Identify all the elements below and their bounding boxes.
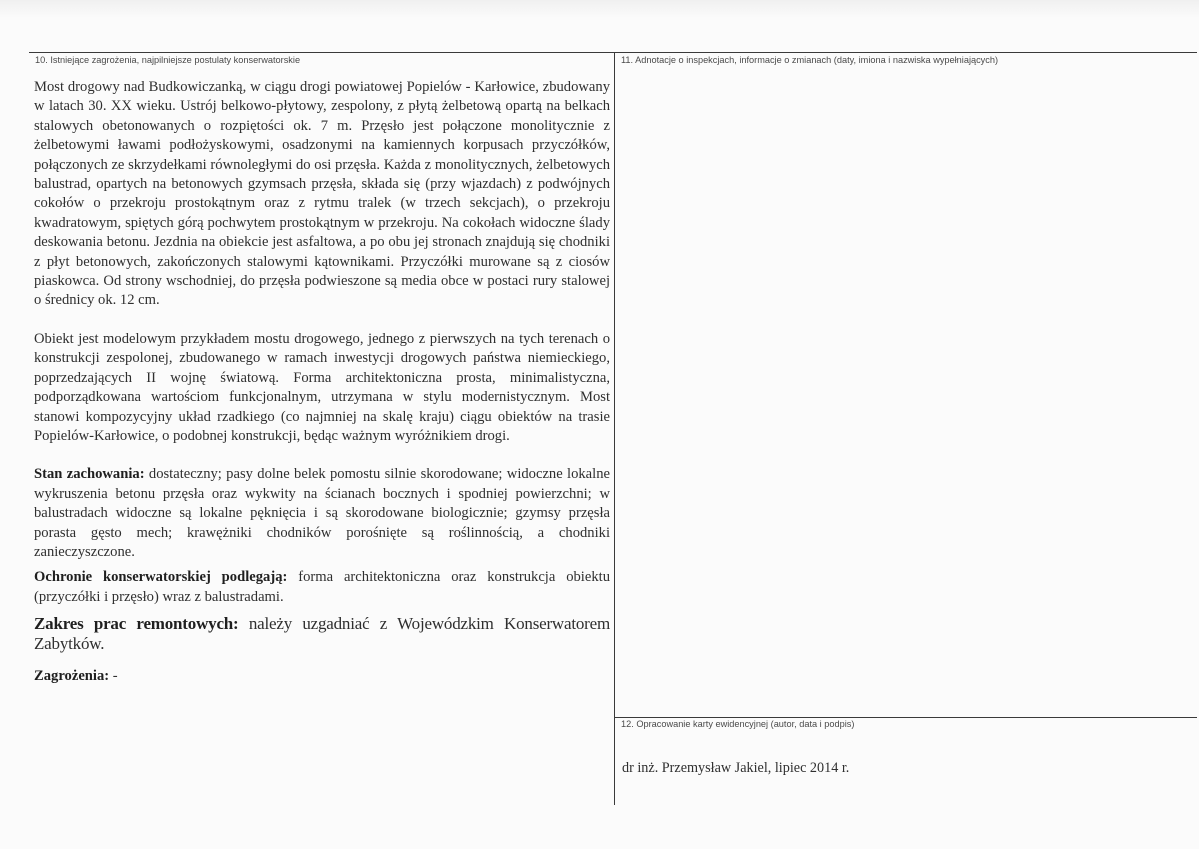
renovation-scope-label: Zakres prac remontowych: [34, 614, 239, 634]
protection-scope-label: Ochronie konserwatorskiej podlegają: [34, 569, 288, 586]
scan-noise-strip [0, 0, 1199, 18]
top-rule [29, 52, 1197, 53]
preservation-state-label: Stan zachowania: [34, 466, 145, 483]
renovation-scope [34, 614, 610, 654]
protection-scope-text: forma architektoniczna oraz konstrukcja obiektu (przyczółki i przęsło) wraz z balustradami. [34, 569, 610, 605]
section-10-content [34, 78, 610, 687]
section-12-rule [614, 717, 1197, 718]
section-11-label: 11. Adnotacje o inspekcjach, informacje o zmianach (daty, imiona i nazwiska wypełniających) [621, 55, 999, 65]
protection-scope [34, 568, 610, 607]
threats-label: Zagrożenia: [34, 668, 110, 685]
section-10-label: 10. Istniejące zagrożenia, najpilniejsze postulaty konserwatorskie [35, 55, 301, 65]
threats [34, 667, 610, 686]
renovation-scope-text: należy uzgadniać z Wojewódzkim Konserwatorem Zabytków. [34, 614, 610, 654]
section-12-label: 12. Opracowanie karty ewidencyjnej (autor, data i podpis) [621, 719, 855, 729]
bridge-description: Most drogowy nad Budkowiczanką, w ciągu drogi powiatowej Popielów - Karłowice, zbudowany w latach 30. XX wieku. Ustrój belkowo-płytowy, zespolony, z płytą żelbetową opartą na belkach stalowych obetonowanych o rozpiętości ok. 7 m. Przęsło jest połączone monolitycznie z żelbetowymi ławami podłożyskowymi, osadzonymi na kamiennych korpusach przyczółków, połączonych ze skrzydełkami równoległymi do osi przęsła. Każda z monolitycznych, żelbetowych balustrad, opartych na betonowych gzymsach przęsła, składa się (przy wjazdach) z podwójnych cokołów o przekroju prostokątnym oraz z rytmu tralek (w trzech sekcjach), o przekroju kwadratowym, spiętych górą pochwytem prostokątnym w przekroju. Na cokołach widoczne ślady deskowania betonu. Jezdnia na obiekcie jest asfaltowa, a po obu jej stronach znajdują się chodniki z płyt betonowych, zakończonych stalowymi kątownikami. Przyczółki murowane są z ciosów piaskowca. Od strony wschodniej, do przęsła podwieszone są media obce w postaci rury stalowej o średnicy ok. 12 cm. [34, 79, 610, 309]
card-author: dr inż. Przemysław Jakiel, lipiec 2014 r. [622, 760, 850, 776]
threats-text: - [109, 668, 118, 685]
bridge-value-assessment: Obiekt jest modelowym przykładem mostu drogowego, jednego z pierwszych na tych terenach o konstrukcji zespolonej, zbudowanego w ramach inwestycji drogowych państwa niemieckiego, poprzedzających II wojnę światową. Forma architektoniczna prosta, minimalistyczna, podporządkowana wartościom funkcjonalnym, utrzymana w stylu modernistycznym. Most stanowi kompozycyjny układ rzadkiego (co najmniej na skalę kraju) ciągu obiektów na trasie Popielów-Karłowice, o podobnej konstrukcji, będąc ważnym wyróżnikiem drogi. [34, 330, 610, 444]
preservation-state-text: dostateczny; pasy dolne belek pomostu silnie skorodowane; widoczne lokalne wykruszenia betonu przęsła oraz wykwity na ścianach bocznych i spodniej powierzchni; w balustradach widoczne są lokalne pęknięcia i są skorodowane biologicznie; gzymsy przęsła porasta gęsto mech; krawężniki chodników porośnięte są roślinnością, a chodniki zanieczyszczone. [34, 466, 610, 560]
column-divider [614, 52, 615, 805]
preservation-state [34, 465, 610, 562]
